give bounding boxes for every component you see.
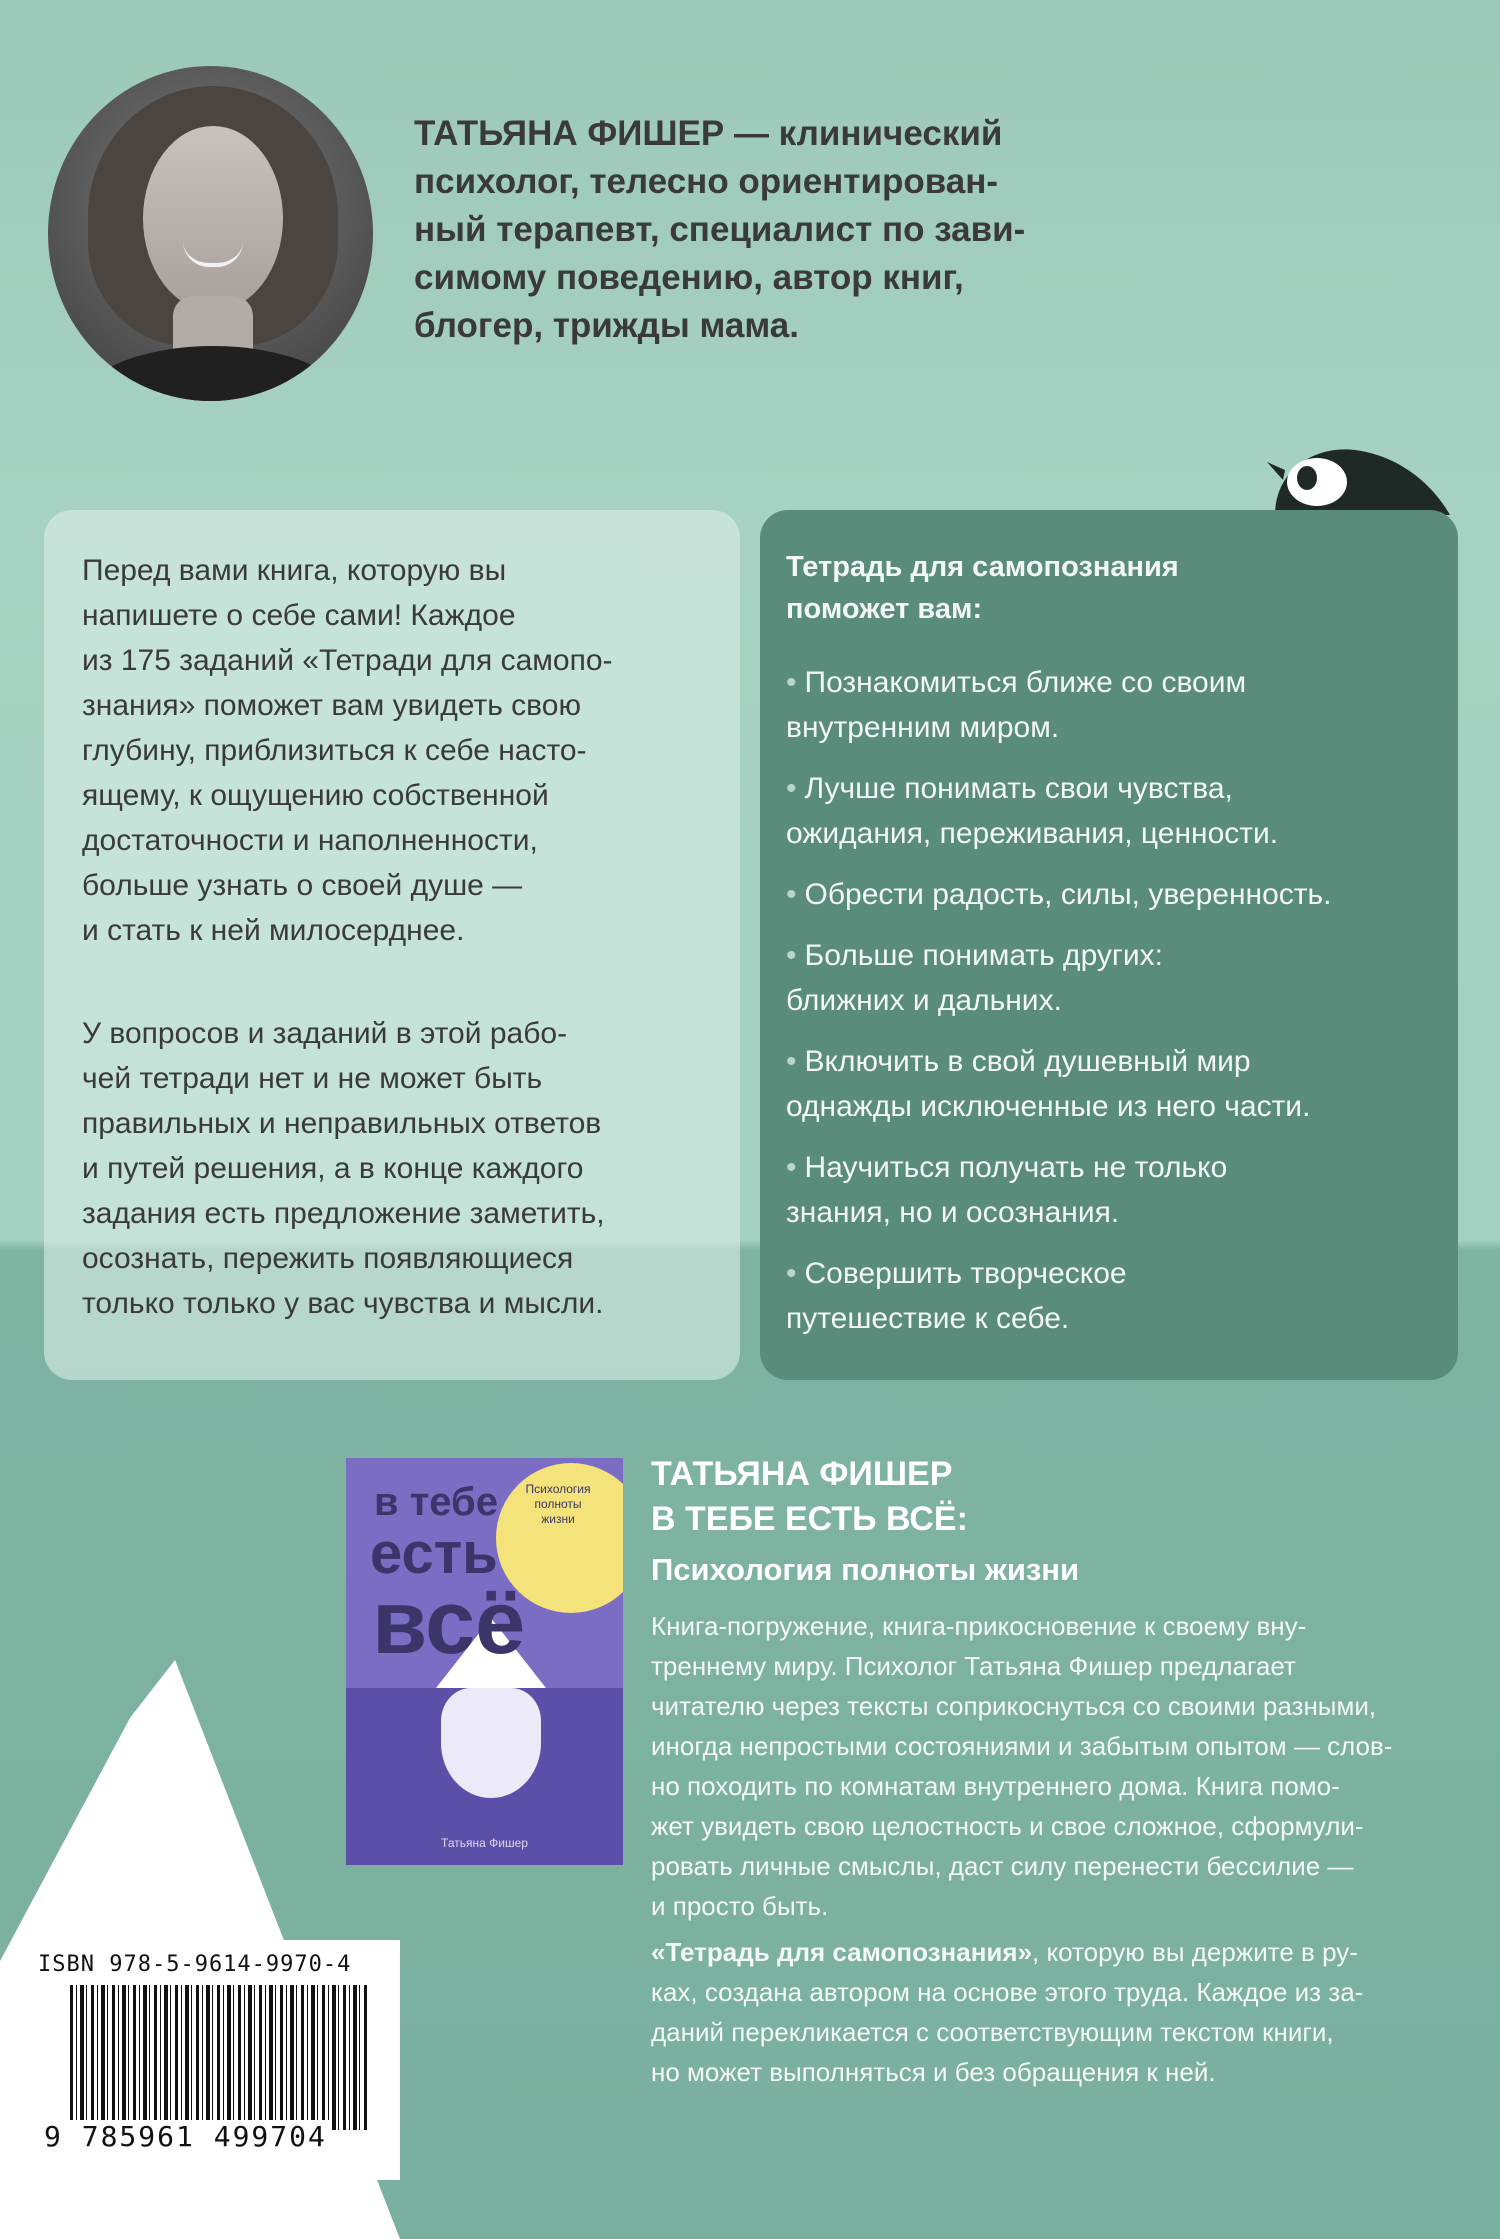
benefits-title: Тетрадь для самопознания поможет вам: <box>786 551 1179 625</box>
author-bio-line: блогер, трижды мама. <box>414 306 799 345</box>
barcode-icon <box>70 1985 370 2130</box>
isbn-text: ISBN 978-5-9614-9970-4 <box>38 1952 352 1977</box>
cover-title-line: в тебе <box>374 1480 498 1524</box>
bullet-icon: • <box>786 772 797 805</box>
cover-author: Татьяна Фишер <box>441 1836 528 1850</box>
author-bio <box>414 110 1154 350</box>
book-note: «Тетрадь для самопознания», которую вы держите в ру- ках, создана автором на основе этого труда. Каждое из за- даний перекликается с соответствующим текстом книги, но может выполняться и без обращения к ней. <box>651 1937 1364 2087</box>
cover-iceberg-bottom <box>441 1688 541 1798</box>
book-subtitle: Психология полноты жизни <box>651 1552 1080 1587</box>
barcode-digits: 9 785961 499704 <box>40 2120 331 2153</box>
bullet-icon: • <box>786 666 797 699</box>
bullet-icon: • <box>786 1257 797 1290</box>
benefit-item: • Включить в свой душевный мир однажды исключенные из него части. <box>786 1045 1311 1123</box>
benefit-item: • Научиться получать не только знания, но и осознания. <box>786 1151 1228 1229</box>
bullet-icon: • <box>786 878 797 911</box>
book-description: Книга-погружение, книга-прикосновение к своему вну- треннему миру. Психолог Татьяна Фишер предлагает читателю через тексты соприкоснуться со своими разными, иногда непростыми состояниями и забытым опытом — слов- но походить по комнатам внутреннего дома. Книга помо- жет увидеть свою целостность и свое сложное, сформули- ровать личные смыслы, даст силу перенести бессилие — и просто быть. <box>651 1611 1393 1921</box>
author-bio-line: психолог, телесно ориентирован- <box>414 162 999 201</box>
cover-title-line: есть <box>370 1521 498 1586</box>
benefit-item: • Больше понимать других: ближних и дальних. <box>786 939 1163 1017</box>
description-paragraph-2: У вопросов и заданий в этой рабо- чей тетради нет и не может быть правильных и неправильных ответов и путей решения, а в конце каждого задания есть предложение заметить, осознать, пережить появляющиеся только только у вас чувства и мысли. <box>82 1017 605 1320</box>
benefits-card <box>760 510 1458 1380</box>
benefit-item: • Лучше понимать свои чувства, ожидания, переживания, ценности. <box>786 772 1279 850</box>
book-author: ТАТЬЯНА ФИШЕР <box>651 1455 953 1493</box>
book-cover-image <box>346 1458 623 1865</box>
description-paragraph-1: Перед вами книга, которую вы напишете о себе сами! Каждое из 175 заданий «Тетради для самопо- знания» поможет вам увидеть свою глубину, приблизиться к себе насто- ящему, к ощущению собственной достаточности и наполненности, больше узнать о своей душе — и стать к ней милосерднее. <box>82 554 613 947</box>
author-bio-line: ТАТЬЯНА ФИШЕР — клинический <box>414 114 1003 153</box>
bullet-icon: • <box>786 939 797 972</box>
author-bio-line: симому поведению, автор книг, <box>414 258 964 297</box>
book-title: В ТЕБЕ ЕСТЬ ВСЁ: <box>651 1500 968 1538</box>
benefit-item: • Совершить творческое путешествие к себе. <box>786 1257 1127 1335</box>
benefits-list <box>786 660 1430 1341</box>
description-card <box>44 510 740 1380</box>
bullet-icon: • <box>786 1045 797 1078</box>
cover-sun-text: Психология полноты жизни <box>525 1482 591 1526</box>
notebook-title: «Тетрадь для самопознания» <box>651 1937 1033 1967</box>
bullet-icon: • <box>786 1151 797 1184</box>
author-bio-line: ный терапевт, специалист по зави- <box>414 210 1026 249</box>
cover-title-line: всё <box>372 1573 526 1673</box>
benefit-item: • Познакомиться ближе со своим внутренним миром. <box>786 666 1247 744</box>
benefit-item: • Обрести радость, силы, уверенность. <box>786 878 1332 911</box>
author-photo <box>48 66 373 401</box>
